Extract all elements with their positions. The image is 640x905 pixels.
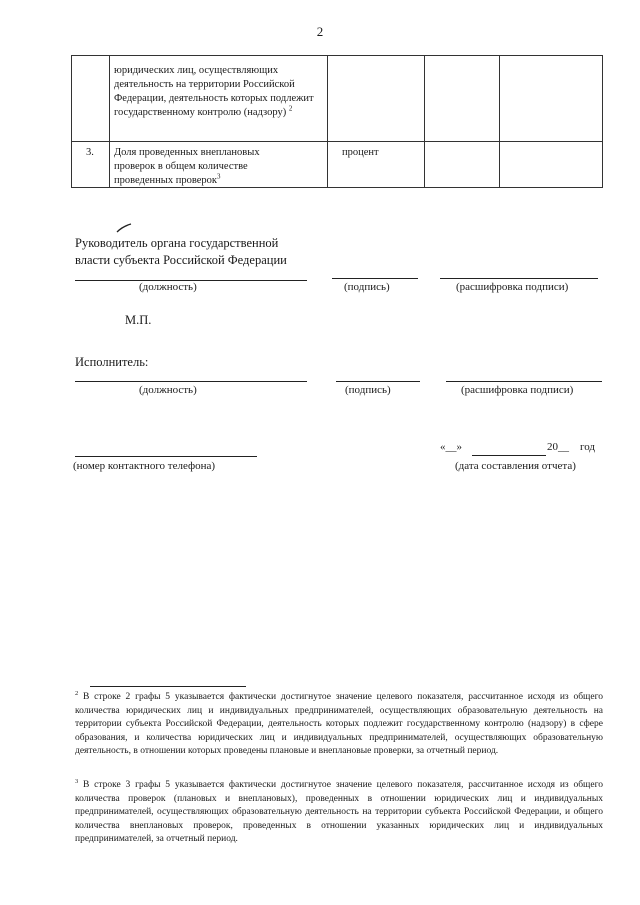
date-year-prefix: 20__ — [547, 441, 569, 453]
footnote-separator — [90, 686, 246, 687]
table-row-a-indicator — [114, 64, 326, 120]
executor-signature-caption: (подпись) — [345, 384, 391, 396]
table-row-b-indicator — [114, 146, 294, 188]
executor-decoding-caption: (расшифровка подписи) — [461, 384, 574, 396]
table-col-divider — [327, 56, 328, 187]
footnote-3-mark: 3 — [75, 777, 79, 785]
table-col-divider — [109, 56, 110, 187]
head-decoding-caption: (расшифровка подписи) — [456, 281, 569, 293]
row-b-indicator-text: Доля проведенных внеплановых проверок в общем количестве проведенных проверок — [114, 147, 260, 186]
footnote-3-text: В строке 3 графы 5 указывается фактически достигнутое значение целевого показателя, рассчитанное исходя из общего количества проверок (плановых и внеплановых), проведенных в отношении юридических лиц и индивидуальных предпринимателей, осуществляющих образовательную деятельность на территории субъекта Российской Федерации, и общего количества внеплановых проверок, проведенных в отношении указанных юридических лиц и индивидуальных предпринимателей, за отчетный период. — [75, 780, 603, 844]
footnote-2-text: В строке 2 графы 5 указывается фактически достигнутое значение целевого показателя, рассчитанное исходя из общего количества юридических лиц и индивидуальных предпринимателей, осуществляющих образовательную деятельность на территории субъекта Российской Федерации, деятельность которых подлежит государственному контролю (надзору) в сфере образования, и количества юридических лиц и индивидуальных предпринимателей, осуществляющих образовательную деятельность, в отношении которых проведены плановые и внеплановые проверки, за отчетный период. — [75, 692, 603, 756]
head-title-line1: Руководитель органа государственной — [75, 236, 279, 250]
phone-line — [75, 456, 257, 457]
head-signature-line — [332, 278, 418, 279]
table-col-divider — [499, 56, 500, 187]
row-a-indicator-text: юридических лиц, осуществляющих деятельность на территории Российской Федерации, деятельность которых подлежит государственному контролю (надзору) — [114, 65, 314, 118]
footnote-2-mark: 2 — [75, 689, 79, 697]
head-title-line2: власти субъекта Российской Федерации — [75, 253, 287, 267]
executor-position-caption: (должность) — [139, 384, 197, 396]
date-day: «__» — [440, 441, 462, 453]
head-decoding-line — [440, 278, 598, 279]
executor-position-line — [75, 381, 307, 382]
footnote-ref-3: 3 — [217, 172, 221, 181]
executor-label: Исполнитель: — [75, 355, 149, 369]
date-year-word: год — [580, 441, 596, 453]
table-row-b-number: 3. — [86, 147, 94, 158]
pen-mark-icon — [116, 223, 132, 233]
footnote-3 — [75, 779, 603, 847]
footnote-2 — [75, 691, 603, 759]
indicators-table — [71, 55, 603, 188]
stamp-place: М.П. — [125, 313, 152, 327]
date-caption: (дата составления отчета) — [455, 460, 576, 472]
page-number: 2 — [316, 24, 324, 39]
table-col-divider — [424, 56, 425, 187]
head-signature-caption: (подпись) — [344, 281, 390, 293]
date-month-line — [472, 455, 546, 456]
table-row-divider — [72, 141, 602, 142]
executor-signature-line — [336, 381, 420, 382]
head-position-caption: (должность) — [139, 281, 197, 293]
footnote-ref-2: 2 — [288, 104, 293, 113]
phone-caption: (номер контактного телефона) — [73, 460, 216, 472]
executor-decoding-line — [446, 381, 602, 382]
table-row-b-unit: процент — [342, 147, 379, 158]
